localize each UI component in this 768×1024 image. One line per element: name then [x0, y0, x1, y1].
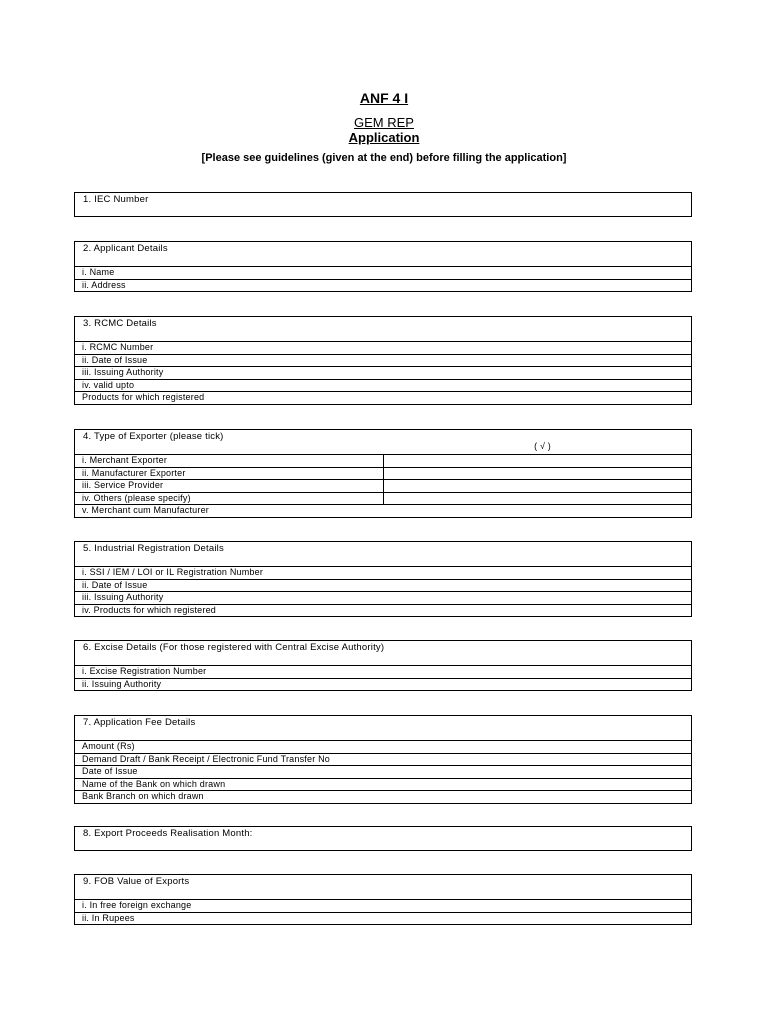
field-amount[interactable]: Amount (Rs) [75, 740, 691, 753]
section-iec [74, 192, 692, 217]
section-industrial-registration [74, 541, 692, 617]
exporter-manufacturer[interactable]: ii. Manufacturer Exporter [75, 467, 691, 480]
field-products-registered[interactable]: iv. Products for which registered [75, 604, 691, 617]
section-title: 4. Type of Exporter (please tick) [83, 431, 224, 442]
field-date-of-issue[interactable]: Date of Issue [75, 765, 691, 778]
tick-cell[interactable] [383, 479, 384, 492]
section-title: 3. RCMC Details [83, 318, 157, 329]
field-registration-number[interactable]: i. SSI / IEM / LOI or IL Registration Number [75, 566, 691, 579]
field-rcmc-number[interactable]: i. RCMC Number [75, 341, 691, 354]
field-valid-upto[interactable]: iv. valid upto [75, 379, 691, 392]
section-title: 6. Excise Details (For those registered with Central Excise Authority) [83, 642, 385, 653]
field-issuing-authority[interactable]: ii. Issuing Authority [75, 678, 691, 691]
section-application-fee [74, 715, 692, 804]
section-title: 5. Industrial Registration Details [83, 543, 224, 554]
section-title: 7. Application Fee Details [83, 717, 196, 728]
section-exporter-type [74, 429, 692, 518]
page-title: Application [348, 130, 420, 145]
field-bank-name[interactable]: Name of the Bank on which drawn [75, 778, 691, 791]
exporter-service-provider[interactable]: iii. Service Provider [75, 479, 691, 492]
guidelines-note: [Please see guidelines (given at the end) before filling the application] [201, 152, 567, 164]
section-title: 1. IEC Number [83, 194, 149, 205]
field-bank-branch[interactable]: Bank Branch on which drawn [75, 790, 691, 803]
field-date-of-issue[interactable]: ii. Date of Issue [75, 354, 691, 367]
field-name[interactable]: i. Name [75, 266, 691, 279]
scheme-name: GEM REP [354, 115, 414, 130]
exporter-merchant[interactable]: i. Merchant Exporter [75, 454, 691, 467]
field-excise-registration-number[interactable]: i. Excise Registration Number [75, 665, 691, 678]
section-fob-value [74, 874, 692, 925]
field-date-of-issue[interactable]: ii. Date of Issue [75, 579, 691, 592]
exporter-merchant-cum-manufacturer[interactable]: v. Merchant cum Manufacturer [75, 504, 691, 517]
tick-column-header: ( √ ) [534, 441, 551, 451]
section-title: 8. Export Proceeds Realisation Month: [83, 828, 253, 839]
tick-cell[interactable] [383, 454, 384, 467]
field-issuing-authority[interactable]: iii. Issuing Authority [75, 591, 691, 604]
field-rupees[interactable]: ii. In Rupees [75, 912, 691, 925]
field-instrument-number[interactable]: Demand Draft / Bank Receipt / Electronic Fund Transfer No [75, 753, 691, 766]
field-free-foreign-exchange[interactable]: i. In free foreign exchange [75, 899, 691, 912]
field-products-registered[interactable]: Products for which registered [75, 391, 691, 404]
section-applicant [74, 241, 692, 292]
section-excise [74, 640, 692, 691]
field-issuing-authority[interactable]: iii. Issuing Authority [75, 366, 691, 379]
section-realisation-month[interactable] [74, 826, 692, 851]
exporter-others[interactable]: iv. Others (please specify) [75, 492, 691, 505]
section-title: 2. Applicant Details [83, 243, 168, 254]
field-address[interactable]: ii. Address [75, 279, 691, 292]
tick-cell[interactable] [383, 467, 384, 480]
section-rcmc [74, 316, 692, 405]
section-title: 9. FOB Value of Exports [83, 876, 190, 887]
tick-cell[interactable] [383, 492, 384, 505]
form-code: ANF 4 I [359, 90, 409, 106]
